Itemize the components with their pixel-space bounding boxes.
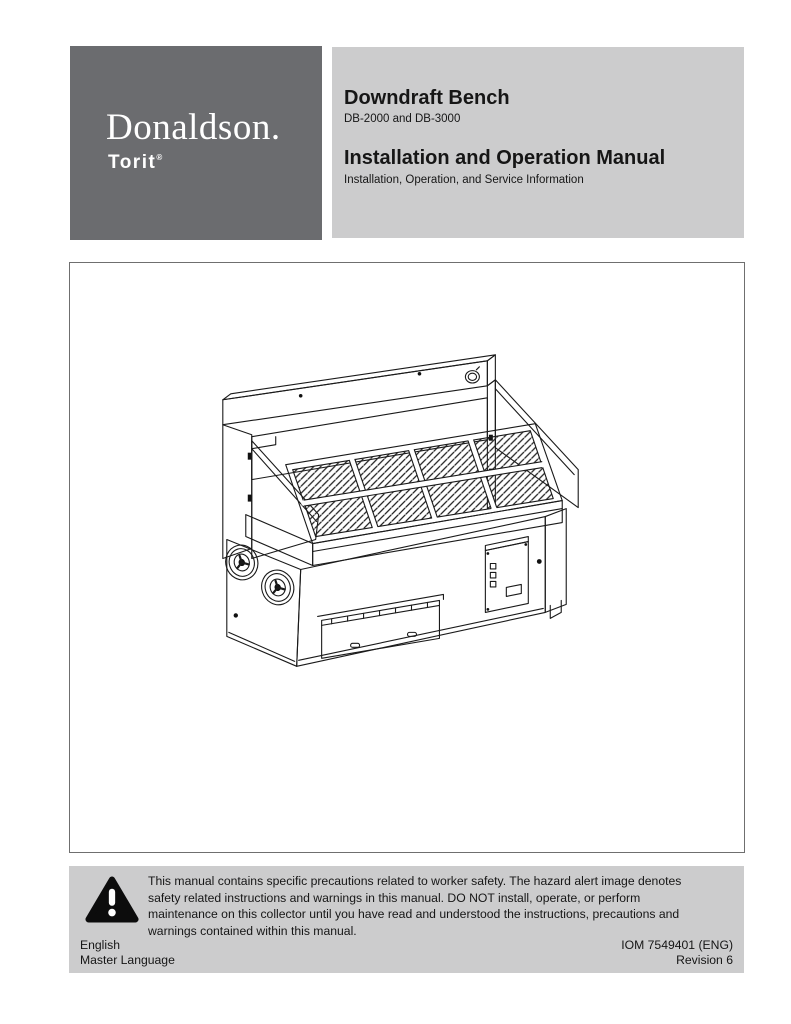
drawer-latch: [351, 643, 360, 647]
product-title: Downdraft Bench: [344, 87, 510, 109]
registered-mark: ®: [156, 153, 163, 162]
footer-document-id: [621, 938, 733, 968]
torit-logo: Torit®: [108, 152, 163, 173]
control-panel: [485, 537, 541, 613]
footer-revision: Revision 6: [676, 953, 733, 967]
footer-language-line: English: [80, 938, 120, 952]
footer-iom-number: IOM 7549401 (ENG): [621, 938, 733, 952]
product-models: DB-2000 and DB-3000: [344, 113, 461, 125]
document-title: Installation and Operation Manual: [344, 147, 666, 169]
backstop-header-bar: [223, 355, 496, 425]
power-button: [537, 559, 542, 564]
grate-surface: [286, 424, 563, 544]
screw-dot: [418, 372, 422, 376]
illustration-frame: [69, 262, 745, 853]
lamp-knockout: [465, 371, 479, 383]
footer-language: [80, 938, 175, 968]
panel-label: [506, 584, 521, 596]
brand-block: [70, 46, 322, 240]
safety-warning-band: [69, 866, 744, 973]
safety-warning-text: This manual contains specific precautions related to worker safety. The hazard alert image denotes safety related instructions and warnings in this manual. DO NOT install, operate, or perform maintenance on this collector until you have read and understood the instructions, precautions and warnings contained within this manual.: [148, 874, 682, 938]
document-subtitle: Installation, Operation, and Service Information: [344, 174, 584, 186]
title-block: [332, 47, 744, 238]
downdraft-bench-illustration: [70, 263, 744, 852]
dust-drawer: [318, 594, 444, 658]
donaldson-logo: Donaldson.: [106, 107, 281, 148]
footer-master-language-line: Master Language: [80, 953, 175, 967]
hazard-alert-icon: [85, 875, 139, 924]
screw-dot: [299, 394, 303, 398]
